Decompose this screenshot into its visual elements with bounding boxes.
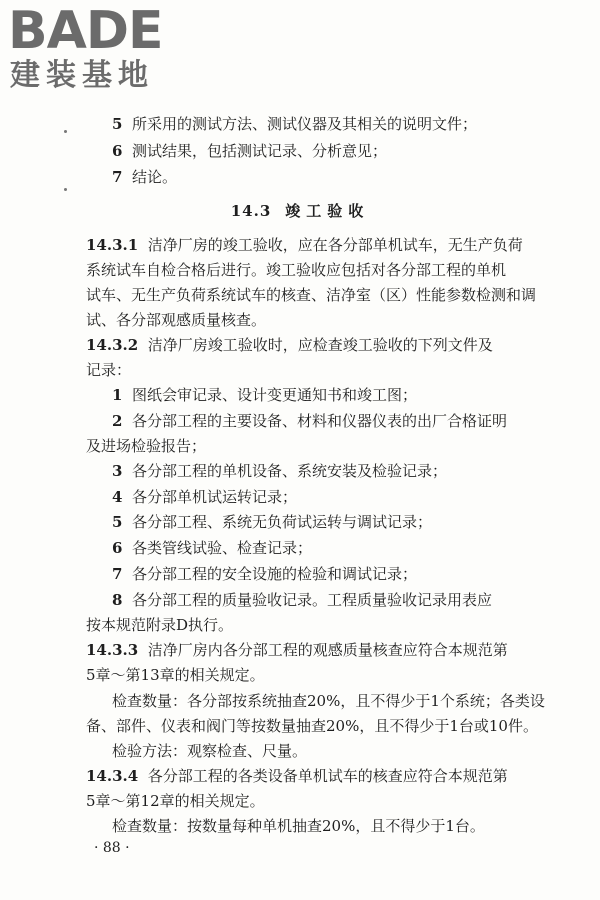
paragraph-line: 检验方法：观察检查、尺量。 — [112, 742, 308, 760]
logo-wordmark: BADE — [8, 1, 163, 61]
list-item: 7 各分部工程的安全设施的检验和调试记录； — [112, 565, 417, 583]
paragraph-line: 5章～第13章的相关规定。 — [86, 666, 265, 684]
list-item: 3 各分部工程的单机设备、系统安装及检验记录； — [112, 462, 447, 480]
list-item: 2 各分部工程的主要设备、材料和仪器仪表的出厂合格证明 — [112, 412, 507, 430]
paragraph-line: 记录： — [86, 361, 132, 379]
paragraph-line: 检查数量：按数量每种单机抽查20%，且不得少于1台。 — [112, 817, 485, 835]
section-heading: 14.3 竣工验收 — [230, 202, 370, 220]
list-item: 8 各分部工程的质量验收记录。工程质量验收记录用表应 — [112, 591, 492, 609]
paragraph-line: 5章～第12章的相关规定。 — [86, 792, 265, 810]
logo-chinese: 建装基地 — [10, 58, 154, 93]
clause-14-3-2: 14.3.2 洁净厂房竣工验收时，应检查竣工验收的下列文件及 — [86, 336, 493, 354]
paragraph-line: 备、部件、仪表和阀门等按数量抽查20%，且不得少于1台或10件。 — [86, 717, 538, 735]
paragraph-line: 按本规范附录D执行。 — [86, 616, 234, 634]
list-item: 5 所采用的测试方法、测试仪器及其相关的说明文件； — [112, 115, 477, 133]
list-item: 4 各分部单机试运转记录； — [112, 488, 297, 506]
paragraph-line: 试、各分部观感质量核查。 — [86, 311, 267, 329]
paragraph-line: 检查数量：各分部按系统抽查20%，且不得少于1个系统；各类设 — [112, 692, 545, 710]
list-item: 6 各类管线试验、检查记录； — [112, 539, 312, 557]
bade-logo — [8, 1, 183, 94]
clause-14-3-3: 14.3.3 洁净厂房内各分部工程的观感质量核查应符合本规范第 — [86, 641, 508, 659]
clause-14-3-4: 14.3.4 各分部工程的各类设备单机试车的核查应符合本规范第 — [86, 767, 508, 785]
list-item: 6 测试结果，包括测试记录、分析意见； — [112, 142, 387, 160]
paragraph-line: 及进场检验报告； — [86, 437, 207, 455]
paragraph-line: 试车、无生产负荷系统试车的核查、洁净室（区）性能参数检测和调 — [86, 286, 537, 304]
margin-mark — [64, 130, 67, 133]
clause-14-3-1: 14.3.1 洁净厂房的竣工验收，应在各分部单机试车，无生产负荷 — [86, 236, 523, 254]
page-number: · 88 · — [94, 840, 130, 856]
margin-mark — [64, 188, 67, 191]
list-item: 1 图纸会审记录、设计变更通知书和竣工图； — [112, 386, 417, 404]
list-item: 7 结论。 — [112, 168, 177, 186]
list-item: 5 各分部工程、系统无负荷试运转与调试记录； — [112, 513, 432, 531]
paragraph-line: 系统试车自检合格后进行。竣工验收应包括对各分部工程的单机 — [86, 261, 507, 279]
